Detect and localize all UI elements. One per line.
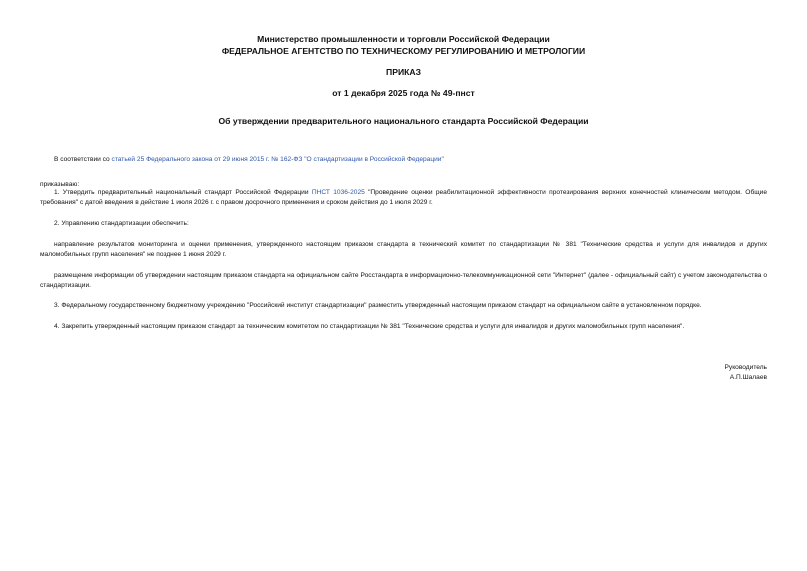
- agency-name: ФЕДЕРАЛЬНОЕ АГЕНТСТВО ПО ТЕХНИЧЕСКОМУ РЕГУЛИРОВАНИЮ И МЕТРОЛОГИИ: [221, 46, 586, 56]
- intro-paragraph: [40, 155, 767, 165]
- item-2-paragraph: 2. Управлению стандартизации обеспечить:: [54, 220, 189, 227]
- order-subject: Об утверждении предварительного национального стандарта Российской Федерации: [218, 116, 589, 126]
- standard-link[interactable]: ПНСТ 1036-2025: [311, 189, 365, 196]
- item-1-prefix: 1. Утвердить предварительный национальный стандарт Российской Федерации: [54, 189, 312, 196]
- item-2a-paragraph: направление результатов мониторинга и оценки применения, утвержденного настоящим приказом стандарта в технический комитет по стандартизации № 381 "Технические средства и услуги для инвалидов и других маломобильных групп населения" не позднее 1 июня 2029 г.: [40, 241, 767, 258]
- signatory-position: Руководитель: [724, 364, 767, 371]
- law-link[interactable]: статьей 25 Федерального закона от 29 июня 2015 г. № 162-ФЗ "О стандартизации в Российской Федерации": [111, 156, 444, 163]
- item-3-paragraph: 3. Федеральному государственному бюджетному учреждению "Российский институт стандартизации" разместить утвержденный настоящим приказом стандарт на официальном сайте в установленном порядке.: [54, 302, 702, 309]
- order-title: ПРИКАЗ: [386, 67, 421, 77]
- ministry-name: Министерство промышленности и торговли Российской Федерации: [257, 34, 550, 44]
- item-1-suffix: "Проведение оценки реабилитационной эффективности протезирования верхних конечностей клиническим методом. Общие требования" с датой введения в действие 1 июля 2026 г. с правом досрочного применения и сроком действия до 1 июля 2029 г.: [40, 189, 767, 206]
- item-1-paragraph: [40, 188, 767, 207]
- item-2b-paragraph: размещение информации об утверждении настоящим приказом стандарта на официальном сайте Росстандарта в информационно-телекоммуникационной сети "Интернет" (далее - официальный сайт) с учетом законодательства о стандартизации.: [40, 272, 767, 289]
- order-date-number: от 1 декабря 2025 года № 49-пнст: [332, 88, 475, 98]
- intro-prefix: В соответствии со: [54, 156, 112, 163]
- document-header: [0, 33, 807, 57]
- signatory-name: А.П.Шалаев: [729, 374, 767, 381]
- item-4-paragraph: 4. Закрепить утвержденный настоящим приказом стандарт за техническим комитетом по стандартизации № 381 "Технические средства и услуги для инвалидов и других маломобильных групп населения".: [54, 323, 685, 330]
- signature-block: [725, 363, 767, 383]
- order-word: приказываю:: [40, 181, 80, 188]
